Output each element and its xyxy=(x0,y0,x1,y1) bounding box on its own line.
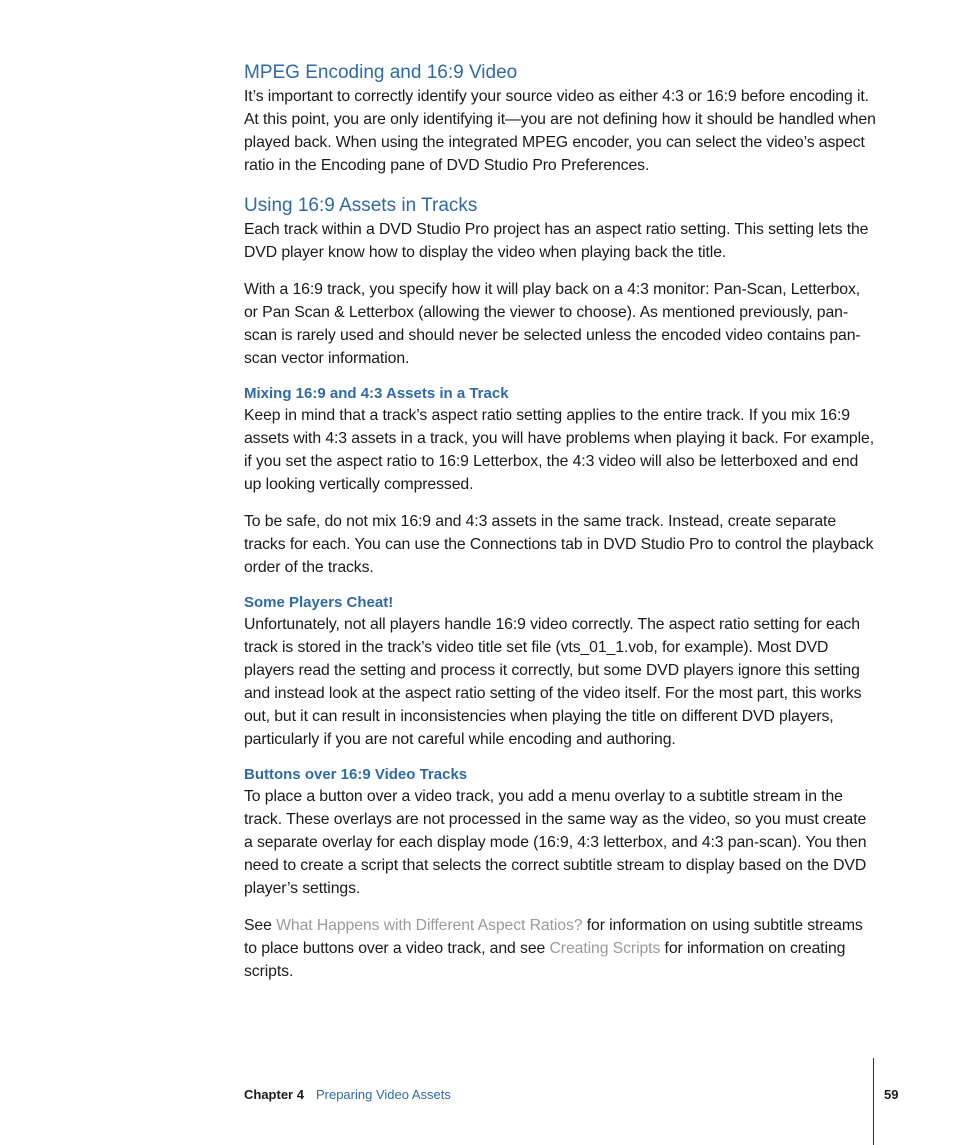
paragraph-tracks-1: Each track within a DVD Studio Pro project has an aspect ratio setting. This setting lets the DVD player know how to display the video when playing back the title. xyxy=(244,221,869,261)
page-footer xyxy=(244,1086,451,1104)
link-creating-scripts[interactable]: Creating Scripts xyxy=(549,940,661,957)
text-end: for information on creating scripts. xyxy=(244,940,846,980)
page-content xyxy=(244,61,876,983)
paragraph-tracks-2: With a 16:9 track, you specify how it will play back on a 4:3 monitor: Pan-Scan, Letterbox, or Pan Scan & Letterbox (allowing the viewer to choose). As mentioned previously, pan-scan is rarely used and should never be selected unless the encoded video contains pan-scan vector information. xyxy=(244,281,861,367)
footer-divider xyxy=(873,1058,874,1145)
text-see: See xyxy=(244,917,277,934)
footer-chapter: Chapter 4 xyxy=(244,1087,304,1102)
heading-mpeg-encoding: MPEG Encoding and 16:9 Video xyxy=(244,62,518,83)
paragraph-buttons-2 xyxy=(244,914,876,983)
paragraph-cheat-1: Unfortunately, not all players handle 16:9 video correctly. The aspect ratio setting for each track is stored in the track’s video title set file (vts_01_1.vob, for example). Most DVD players read the setting and process it correctly, but some DVD players ignore this setting and instead look at the aspect ratio setting of the video itself. For the most part, this works out, but it can result in inconsistencies when playing the title on different DVD players, particularly if you are not careful while encoding and authoring. xyxy=(244,616,862,748)
paragraph-mixing-2: To be safe, do not mix 16:9 and 4:3 assets in the same track. Instead, create separate tracks for each. You can use the Connections tab in DVD Studio Pro to control the playback order of the tracks. xyxy=(244,513,874,576)
heading-buttons-over-tracks: Buttons over 16:9 Video Tracks xyxy=(244,766,468,783)
page-number: 59 xyxy=(884,1087,899,1102)
paragraph-mixing-1: Keep in mind that a track’s aspect ratio setting applies to the entire track. If you mix 16:9 assets with 4:3 assets in a track, you will have problems when playing it back. For example, if you set the aspect ratio to 16:9 Letterbox, the 4:3 video will also be letterboxed and end up looking vertically compressed. xyxy=(244,407,874,493)
link-aspect-ratios[interactable]: What Happens with Different Aspect Ratios? xyxy=(276,917,583,934)
text-middle: for information on using subtitle streams to place buttons over a video track, and see xyxy=(244,917,863,957)
paragraph-mpeg-1: It’s important to correctly identify your source video as either 4:3 or 16:9 before encoding it. At this point, you are only identifying it—you are not defining how it should be handled when played back. When using the integrated MPEG encoder, you can select the video’s aspect ratio in the Encoding pane of DVD Studio Pro Preferences. xyxy=(244,88,876,174)
paragraph-buttons-1: To place a button over a video track, you add a menu overlay to a subtitle stream in the track. These overlays are not processed in the same way as the video, so you must create a separate overlay for each display mode (16:9, 4:3 letterbox, and 4:3 pan-scan). You then need to create a script that selects the correct subtitle stream to display based on the DVD player’s settings. xyxy=(244,788,867,897)
heading-mixing-assets: Mixing 16:9 and 4:3 Assets in a Track xyxy=(244,385,509,402)
heading-using-16-9-tracks: Using 16:9 Assets in Tracks xyxy=(244,195,478,216)
heading-players-cheat: Some Players Cheat! xyxy=(244,594,394,611)
footer-chapter-title[interactable]: Preparing Video Assets xyxy=(315,1087,451,1102)
